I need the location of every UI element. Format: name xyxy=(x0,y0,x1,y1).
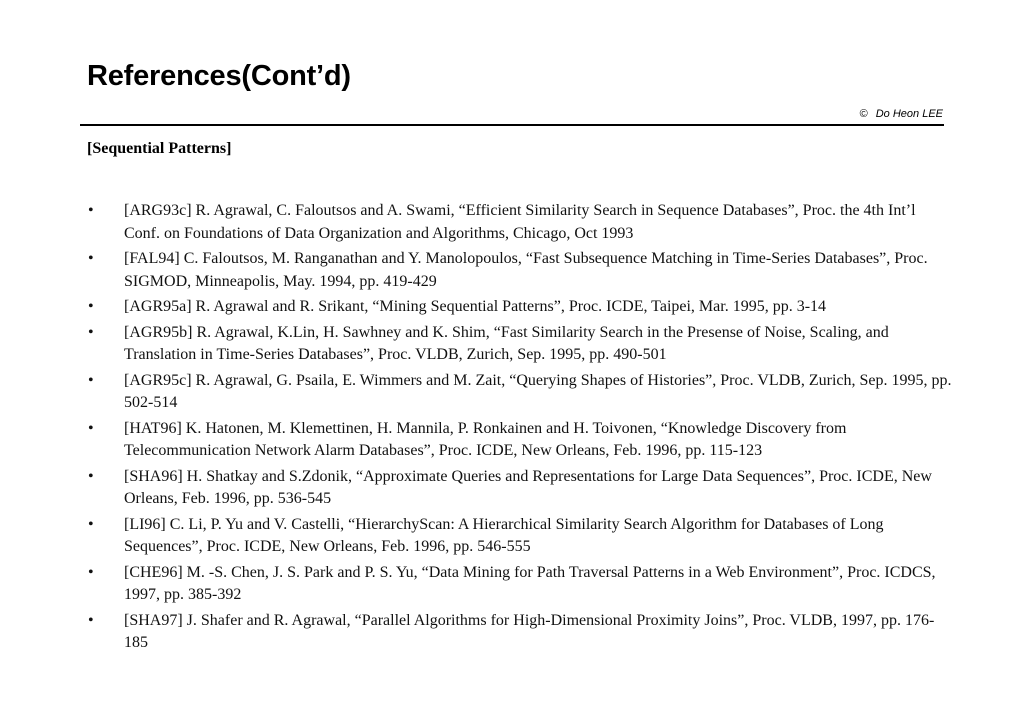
reference-item xyxy=(84,248,954,293)
reference-item xyxy=(84,200,954,245)
reference-item xyxy=(84,370,954,415)
reference-text: [LI96] C. Li, P. Yu and V. Castelli, “HierarchyScan: A Hierarchical Similarity Search Algorithm for Databases of Long Sequences”, Proc. ICDE, New Orleans, Feb. 1996, pp. 546-555 xyxy=(124,515,884,555)
reference-text: [AGR95c] R. Agrawal, G. Psaila, E. Wimmers and M. Zait, “Querying Shapes of Histories”, Proc. VLDB, Zurich, Sep. 1995, pp. 502-514 xyxy=(124,371,952,411)
reference-item xyxy=(84,610,954,655)
bullet-icon: • xyxy=(88,298,94,315)
reference-text: [SHA96] H. Shatkay and S.Zdonik, “Approximate Queries and Representations for Large Data Sequences”, Proc. ICDE, New Orleans, Feb. 1996, pp. 536-545 xyxy=(124,467,932,507)
title-divider xyxy=(80,124,944,126)
bullet-icon: • xyxy=(88,611,94,629)
reference-list xyxy=(84,200,954,658)
reference-item xyxy=(84,418,954,463)
reference-item xyxy=(84,296,954,319)
bullet-icon: • xyxy=(88,515,94,533)
page-title: References(Cont’d) xyxy=(87,60,351,92)
reference-text: [ARG93c] R. Agrawal, C. Faloutsos and A. Swami, “Efficient Similarity Search in Sequence Databases”, Proc. the 4th Int’l Conf. on Foundations of Data Organization and Algorithms, Chicago, Oct 1993 xyxy=(124,202,916,242)
bullet-icon: • xyxy=(88,323,94,341)
reference-text: [FAL94] C. Faloutsos, M. Ranganathan and Y. Manolopoulos, “Fast Subsequence Matching in Time-Series Databases”, Proc. SIGMOD, Minneapolis, May. 1994, pp. 419-429 xyxy=(124,250,928,290)
bullet-icon: • xyxy=(88,202,94,219)
section-heading: [Sequential Patterns] xyxy=(87,140,232,157)
bullet-icon: • xyxy=(88,467,94,485)
reference-item xyxy=(84,514,954,559)
bullet-icon: • xyxy=(88,419,94,437)
reference-item xyxy=(84,562,954,607)
author-name: Do Heon LEE xyxy=(875,108,943,120)
bullet-icon: • xyxy=(88,250,94,267)
reference-item xyxy=(84,322,954,367)
reference-text: [AGR95b] R. Agrawal, K.Lin, H. Sawhney and K. Shim, “Fast Similarity Search in the Presense of Noise, Scaling, and Translation in Time-Series Databases”, Proc. VLDB, Zurich, Sep. 1995, pp. 490-501 xyxy=(124,323,889,363)
reference-text: [AGR95a] R. Agrawal and R. Srikant, “Mining Sequential Patterns”, Proc. ICDE, Taipei, Mar. 1995, pp. 3-14 xyxy=(124,298,827,315)
reference-text: [HAT96] K. Hatonen, M. Klemettinen, H. Mannila, P. Ronkainen and H. Toivonen, “Knowledge Discovery from Telecommunication Network Alarm Databases”, Proc. ICDE, New Orleans, Feb. 1996, pp. 115-123 xyxy=(124,419,847,459)
reference-text: [SHA97] J. Shafer and R. Agrawal, “Parallel Algorithms for High-Dimensional Proximity Joins”, Proc. VLDB, 1997, pp. 176-185 xyxy=(124,611,935,651)
bullet-icon: • xyxy=(88,371,94,389)
reference-text: [CHE96] M. -S. Chen, J. S. Park and P. S. Yu, “Data Mining for Path Traversal Patterns in a Web Environment”, Proc. ICDCS, 1997, pp. 385-392 xyxy=(124,563,936,603)
reference-item xyxy=(84,466,954,511)
author-credit xyxy=(860,108,943,120)
bullet-icon: • xyxy=(88,563,94,581)
copyright-icon: © xyxy=(859,108,868,120)
